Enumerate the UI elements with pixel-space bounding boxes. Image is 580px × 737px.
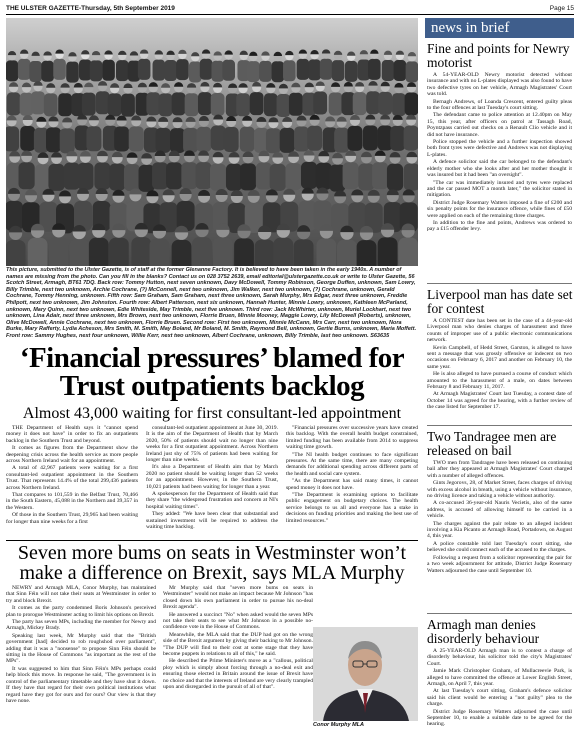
- paragraph: Mr Murphy said that "seven more bums on seats in Westminster" would not make an impact because Mr Johnson "has closed down his own parliament in order to pursue his no-deal Brexit agenda".: [163, 585, 313, 611]
- masthead-title: THE ULSTER GAZETTE-Thursday, 5th September 2019: [6, 5, 175, 12]
- paragraph: It comes as figures from the Department show the deepening crisis across the health service as more people across Northern Ireland wait for an appointment.: [6, 445, 138, 465]
- section-title: news in brief: [425, 18, 574, 38]
- paragraph: A co-accused 36-year-old Nauris Vecietis, also of the same address, is accused of allowing himself to be carried in a vehicle.: [427, 500, 572, 520]
- main-column-1: [6, 425, 138, 537]
- paragraph: "The Department is examining options to facilitate public engagement on budgetary choices. The health service belongs to us all and everyone has a stake in decisions on funding priorities and making the best use of limited resources.": [286, 492, 418, 524]
- paragraph: A police constable told last Tuesday's court sitting, she believed she could connect each of the accused to the charges.: [427, 540, 572, 554]
- factory-staff-photo: [6, 18, 418, 266]
- story-divider: [6, 540, 418, 541]
- paragraph: Police stopped the vehicle and a further inspection showed both front tyres were defective and Andrews was not displaying L-plates.: [427, 139, 572, 158]
- paragraph: It was suggested to him that Sinn Féin's MPs perhaps could help block this move. In response he said, "The government is in control of the parliamentary timetable and they have shut it down. If they have that regard for their own political institutions what regard have they got for ours and for ours? Our view is that they have none.: [6, 665, 156, 704]
- main-story-body: [6, 425, 418, 537]
- paragraph: At Armagh Magistrates' Court last Tuesday, a contest date of October 14 was agreed for the hearing, with a further review of the case listed for September 17.: [427, 391, 572, 411]
- brief-headline: Liverpool man has date set for contest: [427, 287, 573, 316]
- brief-body: [425, 318, 574, 422]
- paragraph: NEWRY and Armagh MLA, Conor Murphy, has maintained that Sinn Féin will not take their seats at Westminster in order to try and block Brexit.: [6, 585, 156, 604]
- brief-divider: [427, 283, 572, 284]
- brief-divider: [427, 425, 572, 426]
- brief-headline: Two Tandragee men are released on bail: [427, 429, 557, 458]
- paragraph: Speaking last week, Mr Murphy said that the "British government [had] decided to rob roughshod over parliament", adding that it was a "nonsense" to propose Sinn Féin should be sitting in the House of Commons "as important as the rest of the MPs".: [6, 632, 156, 665]
- brief-body: [425, 72, 574, 280]
- paragraph: The charges against the pair relate to an alleged incident involving a Kia Picanto at Armagh Road, Portadown, on August 4, this year.: [427, 520, 572, 540]
- paragraph: In addition to the fine and points, Andrews was ordered to pay a £15 offender levy.: [427, 219, 572, 233]
- paragraph: A 54-YEAR-OLD Newry motorist detected without insurance and with no L-plates displayed was also found to have two defective tyres on her vehicle, Armagh Magistrates' Court was told.: [427, 72, 572, 98]
- paragraph: He is also alleged to have pursued a course of conduct which amounted to the harassment of a male, on dates between February 8 and February 11, 2017.: [427, 371, 572, 391]
- brief-headline: Armagh man denies disorderly behaviour: [427, 617, 540, 646]
- paragraph: Jamie Mark Christopher Graham, of Mullacreevie Park, is alleged to have committed the offence at Lower English Street, Armagh, on April 7, this year.: [427, 668, 572, 688]
- paragraph: A CONTEST date has been set in the case of a 44-year-old Liverpool man who denies charges of harassment and three counts of improper use of a public electronic communications network.: [427, 318, 572, 344]
- main-column-2: [146, 425, 278, 537]
- paragraph: THE Department of Health says it "cannot spend money it does not have" in order to fix an outpatients backlog in the Southern Trust and beyond.: [6, 425, 138, 444]
- portrait-illustration: [313, 627, 418, 721]
- paragraph: "The car was immediately insured and tyres were replaced and the car passed MOT a month later," the solicitor stated in mitigation.: [427, 179, 572, 199]
- paragraph: The party has seven MPs, including the member for Newry and Armagh, Mickey Brady.: [6, 619, 156, 632]
- paragraph: Meanwhile, the MLA said that the DUP had got on the wrong side of the Brexit argument by giving their backing to Mr Johnson. "The DUP will find to their cost at some stage that they have become puppets in relations to all of this," he said.: [163, 631, 313, 658]
- mp-photo-caption: Conor Murphy MLA: [313, 722, 365, 728]
- photo-crowd: [6, 18, 418, 266]
- paragraph: It's also a Department of Health aim that by March 2020 no patient should be waiting longer than 52 weeks for an appointment. However, in the Southern Trust, 10,021 patients had been waiting for longer than a year.: [146, 464, 278, 490]
- second-column-2: [163, 585, 313, 733]
- paragraph: The defendant came to police attention at 12.40pm on May 15, this year, after officers on patrol at Tassagh Road, Poyntzpass carried out checks on a Renault Clio vehicle and it did not have insurance.: [427, 112, 572, 138]
- masthead-rule: [6, 14, 574, 15]
- photo-caption: This picture, submitted to the Ulster Gazette, is of staff at the former Glenanne Factory. It is believed to have been taken in the early 1940s. A number of names are missing from the photo. Can you fill in the blanks? Contact us on 028 3752 2639, email editorial@ulstergazette.co.uk or write to Ulster Gazette, 56 Scotch Street, Armagh, BT61 7DQ. Back row: Tommy Hutton, next seven unknown, Davy McDowell, Tommy Robinson, George Duffen, unknown, Sam Lowry, Billy Trimble, next two unknown, Archie Cochrane, (?) McConnell, next two unknown, Jim Walker, next two unknown, (?) Cochrane, unknown, Gerald Cochrane, Tommy Henning, unknown. Fifth row: Sam Graham, Sam Graham, next three unknown, Sarah Murphy, Mrs Edgar, next three unknown, Freddie Philpott, next two unknown, Jim Johnston. Fourth row: Albert Patterson, next six unknown, Hannah Hunter, Minnie Lowry, unknown, Kathleen McParland, unknown, Mary Quinn, next two unknown, Edie Whiteside, May Trimble, next five unknown. Third row: Jack McWhirter, unknown, Muriel Lockhart, next two unknown, Lina Adair, next three unknown, Mrs Brown, next two unknown, Florrie Bruen, Minnie Mooney, Maggie Lowry, Lily McDowell (Roberts), unknown, Olive McDowell, Annie Cochrane, next two unknown, Florrie Bruen. Second row: First two unknown, Minnie McCann, Mrs Carr, next two unknown, Nora Burke, Mary Rafferty, Lydia Acheson, Mrs Smith, M. Smith, May Boland, Mr Boland, M. Smith, Raymond Bell, unknown, Gertie Burns, unknown, Maria Moffett. Front row: Sammy Hughes, next four unknown, Willie Kerr, next two unknown, Albert Cochrane, unknown, Billy Trimble, last two unknown. S63635: [6, 267, 417, 339]
- paragraph: He answered a succinct "No" when asked would the seven MPs not take their seats to see what Mr Johnson in a possible no-confidence vote in the House of Commons.: [163, 611, 313, 631]
- paragraph: A 25-YEAR-OLD Armagh man is to contest a charge of disorderly behaviour, his solicitor told the city's Magistrates' Court.: [427, 648, 572, 667]
- paragraph: Gints Jegorovs, 28, of Market Street, faces charges of driving with excess alcohol in breath, using a vehicle without insurance, no driving licence and taking a vehicle without authority.: [427, 480, 572, 500]
- paragraph: A total of 42,967 patients were waiting for a first consultant-led outpatient appointment in the Southern Trust. That represents 14.4% of the total 299,436 patients across Northern Ireland.: [6, 465, 138, 491]
- paragraph: "The NI health budget continues to face significant pressures. At the same time, there are many competing demands for additional spending across different parts of the health and social care system.: [286, 451, 418, 477]
- paragraph: That compares to 101,559 in the Belfast Trust, 70,466 in the South Eastern, 45,088 in the Northern and 39,357 in the Western.: [6, 492, 138, 511]
- main-headline: ‘Financial pressures’ blamed for Trust outpatients backlog: [19, 342, 405, 402]
- brief-body: [425, 648, 574, 733]
- brief-divider: [427, 613, 572, 614]
- paragraph: They added: "We have been clear that substantial and sustained investment will be required to address the waiting time backlog.: [146, 511, 278, 531]
- paragraph: A spokesperson for the Department of Health said that they share "the widespread frustration and concern at NI's hospital waiting times".: [146, 491, 278, 510]
- second-column-1: [6, 585, 156, 733]
- paragraph: consultant-led outpatient appointment at June 30, 2019. It is the aim of the Department of Health that by March 2020, 50% of patients should wait no longer than nine weeks for a first outpatient appointment. Across Northern Ireland just shy of 75% of patients had been waiting for longer than nine weeks.: [146, 425, 278, 464]
- conor-murphy-photo: [313, 627, 418, 721]
- main-subhead: Almost 43,000 waiting for first consultant-led appointment: [22, 405, 402, 422]
- paragraph: TWO men from Tandragee have been released on continuing bail after they appeared at Armagh Magistrates' Court charged with a number of alleged offences.: [427, 460, 572, 479]
- page-number: Page 15: [549, 5, 574, 12]
- paragraph: He described the Prime Minister's move as a "callous, political ploy which is simply about forcing through a no-deal exit and ensuring those elected in Britain around the issue of Brexit have no choice and that the interests of Ireland are very clearly trampled upon and disregarded in the pursuit of all of that".: [163, 658, 313, 691]
- second-headline: Seven more bums on seats in Westminster won’t make a difference on Brexit, says MLA Murphy: [17, 542, 407, 584]
- paragraph: District Judge Rosemary Watters imposed a fine of £200 and six penalty points for the insurance offence, while fines of £50 were applied on each of the remaining three charges.: [427, 199, 572, 219]
- paragraph: "Financial pressures over successive years have created this backlog. With the overall health budget constrained, limited funding has been available from 2014 to suppress waiting time growth.: [286, 425, 418, 451]
- news-in-brief-sidebar: [425, 18, 574, 733]
- brief-headline: Fine and points for Newry motorist: [427, 41, 570, 70]
- paragraph: Of those in the Southern Trust, 29,965 had been waiting for longer than nine weeks for a first: [6, 512, 138, 525]
- paragraph: "As the Department has said many times, it cannot spend money it does not have.: [286, 478, 418, 491]
- paragraph: Kevin Campbell, of Hedd Street, Garston, is alleged to have sent a message that was grossly offensive or indecent on two occasions on February 6, 2017 and another on February 10, the same year.: [427, 344, 572, 370]
- main-column-3: [286, 425, 418, 537]
- paragraph: A defence solicitor said the car belonged to the defendant's elderly mother who she looks after and her mother thought it was insured but it had been "an oversight".: [427, 159, 572, 179]
- paragraph: Following a request from a solicitor representing the pair for a two week adjournment for attitude, District Judge Rosemary Watters adjourned the case until September 10.: [427, 554, 572, 574]
- paragraph: District Judge Rosemary Watters adjourned the case until September 10, to enable a suitable date to be agreed for the hearing.: [427, 708, 572, 728]
- paragraph: It comes as the party condemned Boris Johnson's perceived plan to prorogue Westminster acting to limit his options on Brexit.: [6, 605, 156, 618]
- paragraph: Bernagh Andrews, of Loanda Crescent, entered guilty pleas to the four offences at last Tuesday's court sitting.: [427, 98, 572, 112]
- paragraph: At last Tuesday's court sitting, Graham's defence solicitor said his client would be entering a "not guilty" plea to the charge.: [427, 688, 572, 708]
- brief-body: [425, 460, 574, 610]
